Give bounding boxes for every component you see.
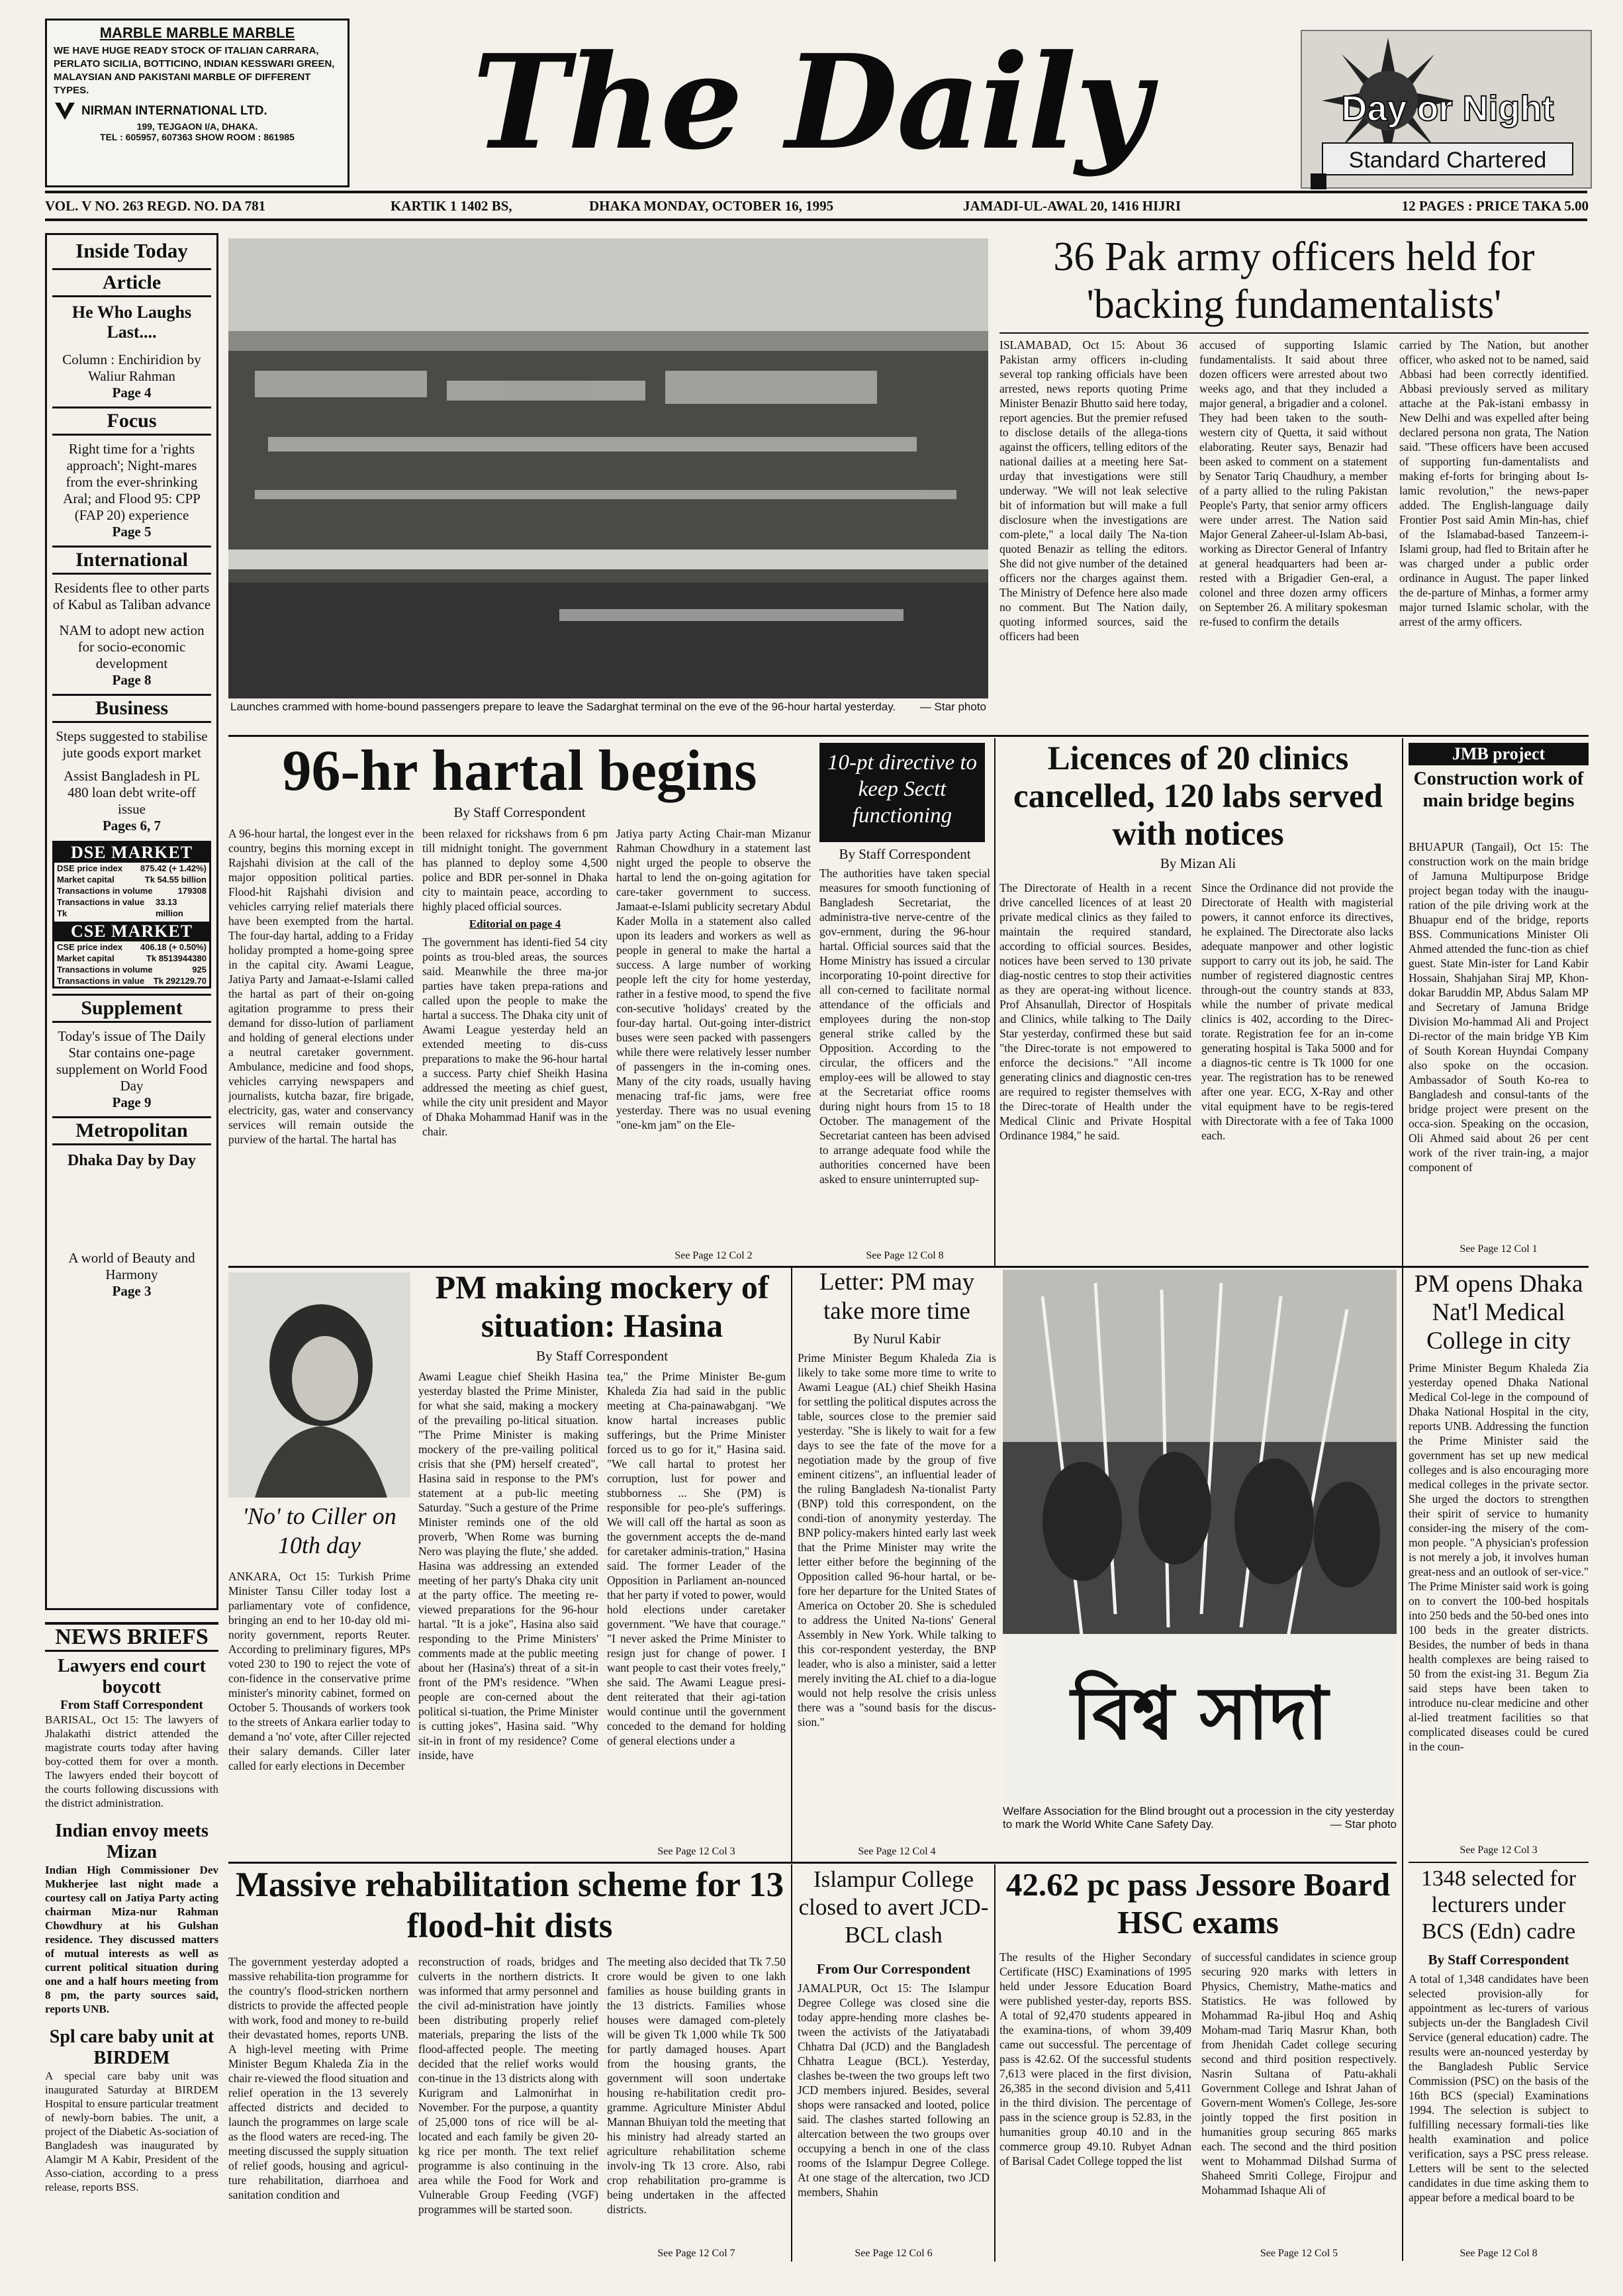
cse-row: CSE price index 406.18 (+ 0.50%) [57, 942, 207, 952]
white-cane-caption [1003, 1805, 1397, 1859]
licences-byline: By Mizan Ali [1160, 855, 1236, 871]
bcs-headline: 1348 selected for lecturers under BCS (Edn) cadre [1420, 1866, 1577, 1944]
standard-chartered-text: Standard Chartered [1322, 142, 1573, 175]
directive-kicker: 10-pt directive to keep Sectt functioning [827, 751, 978, 828]
sadarghat-launch-photo [228, 238, 988, 698]
letter-see-page: See Page 12 Col 4 [858, 1846, 936, 1857]
day-or-night-text: Day or Night [1341, 89, 1554, 128]
dse-row: Market capital Tk 54.55 billion [57, 875, 207, 885]
dse-row: Transactions in volume 179308 [57, 886, 207, 896]
rehab-headline: Massive rehabilitation scheme for 13 flood-hit dists [235, 1866, 784, 1945]
day-or-night-ad [1301, 30, 1592, 189]
international-page: Page 8 [112, 672, 152, 688]
editorial-reference: Editorial on page 4 [469, 918, 561, 930]
dateline-volume: VOL. V NO. 263 REGD. NO. DA 781 [45, 198, 266, 214]
directive-byline: By Staff Correspondent [839, 846, 971, 862]
news-briefs-heading: NEWS BRIEFS [45, 1622, 218, 1652]
marble-ad-company: NIRMAN INTERNATIONAL LTD. [81, 104, 267, 118]
hartal-col-1: A 96-hour hartal, the longest ever in the country, begins this morning except in Rajshahi division at the call of the major opposition political parties. Flood-hit Rajshahi division and vehicles carrying relief materials there have been exempted from the hartal. The four-day hartal, adding to a Friday holiday prompted a home-going spree in the capital city. Awami League, Jatiya Party and Jamaat-e-Islami called the hartal as part of their on-going agitation programme to press their demand for disso-lution of parliament and holding of general elections under a neutral caretaker government. Ambulance, medicine and food shops, vehicles carrying newspapers and journalists, kutcha bazar, fire brigade, electricity, gas, water and conservancy services will remain outside the purview of the hartal. The hartal has [228, 827, 414, 1146]
islampur-headline: Islampur College closed to avert JCD-BCL clash [798, 1866, 989, 1948]
hasina-see-page: See Page 12 Col 3 [657, 1846, 735, 1857]
ciller-text: ANKARA, Oct 15: Turkish Prime Minister Tansu Ciller today lost a parliamentary vote of confidence, bringing an end to her 10-day old mi-nority government, reports Reuter. According to preliminary figures, MPs voted 230 to 190 to reject the vote of con-fidence in the conservative prime minister's minority cabinet, formed on October 5. Thousands of workers took to the streets of Ankara earlier today to demand a 'no' vote, after Ciller rejected their salary demands. Ciller later called for early elections in December [228, 1570, 410, 1772]
cse-market-heading: CSE MARKET [54, 922, 209, 941]
jmb-kicker: JMB project [1409, 743, 1589, 765]
brief-title: Indian envoy meets Mizan [55, 1821, 209, 1862]
jessore-see-page: See Page 12 Col 5 [1260, 2248, 1338, 2259]
jessore-col-2: of successful candidates in science group securing 920 marks with letters in Physics, Chemistry, Mathe-matics and Statistics. He was followed by Mohammad Ra-jibul Hoq and Ashiq Moham-mad Tariq Masrur Khan, both from Jhenidah Cadet college securing second and third position respectively. Nasrin Sultana of Patu-akhali Government College and Ishrat Jahan of Govern-ment Women's College, Jes-sore jointly topped the first position in humanities group securing 865 marks each. The second and the third position went to Mohammad Dilshad Surma of Shaheed Smriti College, Firojpur and Mohammad Ishaque Ali of [1201, 1950, 1397, 2197]
medical-college-see-page: See Page 12 Col 3 [1460, 1844, 1538, 1856]
cse-row: Market capital Tk 8513944380 [57, 953, 207, 963]
business-text-2: Assist Bangladesh in PL 480 loan debt write-off issue [64, 768, 200, 817]
letter-byline: By Nurul Kabir [853, 1331, 941, 1347]
marble-ad [45, 19, 349, 187]
rehab-see-page: See Page 12 Col 7 [657, 2248, 735, 2259]
dateline-date: DHAKA MONDAY, OCTOBER 16, 1995 [589, 198, 834, 214]
directive-kicker-box [819, 743, 985, 842]
rehab-col-3: The meeting also decided that Tk 7.50 crore would be given to one lakh families as house building grants in the 13 districts. Families whose houses were damaged com-pletely will be given Tk 1,000 while Tk 500 for partly damaged houses. Apart from the housing grants, the government will soon undertake housing re-habilitation credit pro-gramme. Agriculture Minister Abdul Mannan Bhuiyan told the meeting that his ministry had already started an agriculture rehabilitation scheme involv-ing Tk 13 crore. Also, rabi crop rehabilitation pro-gramme is being undertaken in the affected districts. [607, 1955, 786, 2216]
ad-corner-icon [1311, 173, 1326, 189]
hasina-byline: By Staff Correspondent [535, 1348, 669, 1364]
focus-text: Right time for a 'rights approach'; Night-mares from the ever-shrinking Aral; and Flood 95: CPP (FAP 20) experience [63, 441, 201, 523]
brief-title: Spl care baby unit at BIRDEM [49, 2027, 214, 2068]
marble-ad-phone: TEL : 605957, 607363 SHOW ROOM : 861985 [100, 132, 295, 142]
brief-title: Lawyers end court boycott [58, 1656, 206, 1698]
focus-page: Page 5 [112, 524, 152, 540]
brief-text: Indian High Commissioner Dev Mukherjee last night made a courtesy call on Jatiya Party acting chairman Miza-nur Rahman Chowdhury at his Gulshan residence. They discussed matters of mutual interests as well as current political situation during one and a half hours meeting from 8 pm, the party sources said, reports UNB. [45, 1864, 218, 2015]
hartal-see-page: See Page 12 Col 2 [674, 1250, 753, 1261]
section-focus: Focus [52, 407, 211, 436]
jmb-see-page: See Page 12 Col 1 [1460, 1243, 1538, 1255]
article-page: Page 4 [112, 385, 152, 401]
cse-row: Transactions in value Tk 292129.70 [57, 976, 207, 986]
jessore-headline: 42.62 pc pass Jessore Board HSC exams [1005, 1866, 1391, 1940]
top-photo-credit: — Star photo [919, 700, 986, 713]
islampur-text: JAMALPUR, Oct 15: The Islampur Degree College was closed sine die today appre-hending more clashes be-tween the activists of the Jatiyatabadi Chhatra Dal (JCD) and the Bangladesh Chhatra League (BCL). Yesterday, clashes be-tween the two groups left two JCD members injured. Besides, several shops were ransacked and looted, police said. The clashes started following an altercation between the two groups over occupying a bench in one of the class rooms of the Islampur Degree College. At one stage of the altercation, two JCD members, Shahin [798, 1982, 990, 2199]
hasina-headline: PM making mockery of situation: Hasina [435, 1268, 769, 1344]
hartal-col-2b: The government has identi-fied 54 city points as trou-bled areas, the sources said. Meanwhile the three ma-jor parties have taken prepa-rations and called upon the people to make the hartal a success. The Dhaka city unit of Awami League yesterday held an extended meeting to dis-cuss preparations to make the 96-hour hartal a success. Party chief Sheikh Hasina addressed the meeting as chief guest, while the city unit president and Mayor of Dhaka Mohammad Hanif was in the chair. [422, 935, 608, 1138]
section-metropolitan: Metropolitan [52, 1116, 211, 1145]
nirman-logo-icon [54, 101, 76, 121]
section-business: Business [52, 694, 211, 723]
bcs-see-page: See Page 12 Col 8 [1460, 2248, 1538, 2259]
metropolitan-page: Page 3 [112, 1283, 152, 1299]
licences-col-1: The Directorate of Health in a recent drive cancelled licences of at least 20 private medical clinics as they failed to maintain the required standard, according to official sources. Besides, notices have been served to 130 private diag-nostic centres to stop their activities as they are operat-ing without licence. Prof Ahsanullah, Director of Hospitals and Clinics, while talking to The Daily Star yesterday, confirmed these but said "the Direc-torate is not empowered to enforce the decisions." "All income generating clinics and diagnostic cen-tres are required to register themselves with the Direc-torate of Health under the Medical Clinic and Private Hospital Ordinance 1984," he said. [999, 881, 1191, 1142]
rehab-col-2: reconstruction of roads, bridges and culverts in the northern districts. It was informed that army personnel and the civil ad-ministration have jointly been distributing properly relief materials, preparing the lists of the flood-affected people. The meeting decided that the relief works would con-tinue in the 13 districts along with Kurigram and Lalmonirhat in November. For the purpose, a quantity of 25,000 tons of rice will be al-located and each family be given 20-kg rice per month. The text relief programme is also continuing in the area while the Food for Work and Vulnerable Group Feeding (VGF) programmes will be started soon. [418, 1955, 598, 2216]
pak-col-1: ISLAMABAD, Oct 15: About 36 Pakistan army officers in-cluding several top ranking officials have been arrested, news reports quoting Prime Minister Benazir Bhutto said here today, report agencies. But the premier refused to disclose details of the allega-tions against the officers, telling editors of the national dailies at a meeting here Sat-urday that investigations were still underway. "We will not leak selective bit of information but will make a full disclosure when the investigations are com-plete," a local daily The Na-tion quoted Benazir as telling the editors. She did not give number of the detained officers nor the charges against them. The Ministry of Defence here also made no comment. But The Nation daily, quoting informed sources, said the officers had been [999, 338, 1187, 643]
article-text: Column : Enchiridion by Waliur Rahman [62, 352, 201, 384]
licences-headline: Licences of 20 clinics cancelled, 120 labs served with notices [1013, 740, 1383, 853]
section-supplement: Supplement [52, 994, 211, 1023]
white-cane-procession-photo [1003, 1270, 1397, 1803]
dse-market-heading: DSE MARKET [54, 843, 209, 863]
brief-text: A special care baby unit was inaugurated Saturday at BIRDEM Hospital to ensure particular treatment of newly-born babies. The unit, a project of the Diabetic As-sociation of Bangladesh was inaugurated by Alamgir M A Kabir, President of the Asso-ciation, according to a press release, reports BSS. [45, 2070, 218, 2193]
international-text-1: Residents flee to other parts of Kabul as Taliban advance [52, 580, 211, 612]
hartal-col-2a: been relaxed for rickshaws from 6 pm till midnight tonight. The government has planned to deploy some 4,500 police and BDR per-sonnel in Dhaka city to maintain peace, according to highly placed official sources. [422, 827, 608, 913]
islampur-see-page: See Page 12 Col 6 [855, 2248, 933, 2259]
business-page: Pages 6, 7 [102, 818, 162, 834]
metropolitan-text: A world of Beauty and Harmony [68, 1250, 195, 1282]
hasina-col-1: Awami League chief Sheikh Hasina yesterday blasted the Prime Minister, for what she said, making a mockery of the prevailing po-litical situation. "The Prime Minister is making mockery of the pre-vailing political crisis that she (PM) herself created", Hasina said in response to the PM's statement at a pub-lic meeting Saturday. "Such a gesture of the Prime Minister reminds one of the old proverb, 'When Rome was burning Nero was playing the flute,' she added. Hasina was addressing an extended meeting of her party's Dhaka city unit at the party office. The meeting re-viewed preparations for the 96-hour hartal. "It is a joke", Hasina also said responding to the Prime Ministers' comments made at the public meeting about her (Hasina's) threat of a sit-in front of the PM's residence. "When people are con-cerned about the political si-tuation, the Prime Minister is cutting jokes", Hasina said. "Why sit-in in front of my residence? Come inside, have [418, 1370, 598, 1762]
rehab-col-1: The government yesterday adopted a massive rehabilita-tion programme for the country's flood-stricken northern districts to provide the affected people with work, food and money to re-build their devastated homes, reports UNB. A high-level meeting with Prime Minister Begum Khaleda Zia in the chair re-viewed the flood situation and relief operation in the 13 severely affected districts and decided to launch the programmes on large scale as the flood waters are reced-ing. The meeting discussed the supply situation of relief goods, housing and agricul-ture rehabilitation, diarrhoea and sanitation condition and [228, 1955, 408, 2201]
hartal-byline: By Staff Correspondent [453, 804, 586, 820]
jmb-headline: Construction work of main bridge begins [1413, 769, 1584, 811]
marble-ad-address: 199, TEJGAON I/A, DHAKA. [136, 121, 258, 132]
bcs-text: A total of 1,348 candidates have been selected provision-ally for appointment as lec-turers of various subjects un-der the Bangladesh Civil Service (general education) cadre. The results were an-nounced yesterday by the Bangladesh Public Service Commission (PSC) on the basis of the 16th BCS (special) Examinations 1994. The selection is subject to fulfilling necessary formali-ties like health examination and police verification, says a PSC press release. Letters will be sent to the selected candidates in due time asking them to appear before a medical board to be [1409, 1972, 1589, 2204]
licences-col-2: Since the Ordinance did not provide the Directorate of Health with magisterial powers, it cannot enforce its directives, he explained. The Directorate also lacks adequate manpower and other logistic support to carry out its job, he said. The number of registered diagnostic centres through-out the country stands at 833, while the number of private medical clinics is 402, according to the Direc-torate. Registration fee for an in-come generating hospital is Taka 5000 and for a diagnos-tic centre is Tk 1000 for one year. The registration has to be renewed after one year. ECG, X-Ray and other vital equipment have to be regis-tered with Directorate with a fee of Taka 1000 each. [1201, 881, 1393, 1142]
ciller-kicker: 'No' to Ciller on 10th day [242, 1503, 396, 1558]
business-text-1: Steps suggested to stabilise jute goods export market [56, 728, 208, 761]
inside-today-sidebar [45, 233, 218, 1610]
dateline-price: 12 PAGES : PRICE TAKA 5.00 [1401, 198, 1589, 214]
metropolitan-title: Dhaka Day by Day [67, 1152, 197, 1169]
jessore-col-1: The results of the Higher Secondary Certificate (HSC) Examinations of 1995 held under Jessore Education Board were published yester-day, reports BSS. A total of 92,470 students appeared in the examina-tions, of whom 39,409 came out successful. The percentage of pass is 42.62. Of the successful students 7,613 were placed in the first division, 26,385 in the second division and 5,411 in the third division. The percentage of pass in the science group is 52.83, in the humanities group 40.10 and in the commerce group 49.10. Rubyet Adnan of Barisal Cadet College topped the list [999, 1950, 1191, 2168]
supplement-text: Today's issue of The Daily Star contains one-page supplement on World Food Day [56, 1028, 208, 1094]
white-cane-credit: — Star photo [1330, 1818, 1397, 1831]
hartal-col-2 [422, 826, 608, 1263]
letter-headline: Letter: PM may take more time [819, 1268, 975, 1325]
white-cane-caption-text: Welfare Association for the Blind brought out a procession in the city yesterday to mark the World White Cane Safety Day. [1003, 1805, 1395, 1831]
white-cane-banner: বিশ্ব সাদা [1071, 1671, 1328, 1756]
dse-row: Transactions in value Tk 33.13 million [57, 897, 183, 918]
tansu-ciller-photo [228, 1272, 410, 1498]
hartal-col-3: Jatiya party Acting Chair-man Mizanur Rahman Chowdhury in a statement last night urged the people to observe the hartal to lend the on-going agitation for care-taker government to success. Jamaat-e-Islami publicity secretary Abdul Kader Molla in a statement also called upon its leaders and workers as well as people in general to make the hartal a success. A large number of working people left the city for home yesterday, rather in a festive mood, to spend the five con-secutive 'holidays' created by the four-day hartal. Out-going inter-district buses were seen packed with passengers while there were relatively lesser number of passengers in the in-coming ones. Many of the city roads, usually having menacing traf-fic jams, were free yesterday. There was no usual evening "one-km jam" on the Ele- [616, 827, 811, 1131]
pak-col-2: accused of supporting Islamic fundamentalists. It said about three dozen officers were arrested about two weeks ago, and that they included a major general, a brigadier and a colonel. They had been taken to the south-western city of Quetta, it said without elaborating. Reuter says, Benazir had been asked to comment on a statement by Senator Tariq Chaudhury, a member of a party allied to the ruling Pakistan People's Party, that senior army officers were under arrest. The Nation said Major General Zaheer-ul-Islam Ab-basi, working as Director General of Infantry at general headquarters had been ar-rested with a Brigadier Gen-eral, a colonel and three dozen army officers on September 26. A military spokesman re-fused to confirm the details [1199, 338, 1387, 628]
inside-today-heading: Inside Today [75, 239, 188, 262]
medical-college-headline: PM opens Dhaka Nat'l Medical College in city [1414, 1270, 1583, 1355]
jmb-text: BHUAPUR (Tangail), Oct 15: The construction work on the main bridge of Jamuna Multipurpose Bridge project began today with the inaugu-ration of the pile driving work at the Bhuapur end of the bridge, reports BSS. Communications Minister Oli Ahmed attended the func-tion as chief guest. State Min-ister for Land Kabir Hossain, Shahjahan Siraj MP, Khon-dokar Baruddin MP, Abdus Salam MP and Secretary of Jamuna Bridge Division Mo-hammad Ali and Project Di-rector of the main bridge YB Kim of South Korean Huyndai Company also spoke on the occasion. Ambassador of South Ko-rea to Bangladesh and consul-tants of the bridge project were present on the occa-sion. Speaking on the occasion, Oli Ahmed said about 26 per cent work of the river train-ing, a major component of [1409, 840, 1589, 1174]
brief-byline: From Staff Correspondent [60, 1698, 203, 1712]
hasina-col-2: tea," the Prime Minister Be-gum Khaleda Zia had said in the public meeting at Cha-painawabganj. "We know hartal increases public sufferings, but the Prime Minister forced us to go for it," Hasina said. "We call hartal to protest her corruption, lust for power and stubborness ... She (PM) is responsible for peo-ple's sufferings. We will call off the hartal as soon as the government accepts the de-mand for caretaker adminis-tration," Hasina said. The former Leader of the Opposition in Parliament an-nounced that her party if voted to power, would hold elections under caretaker government. "We have that courage." "I never asked the Prime Minister to resign just for change of power. I want people to cast their votes freely," she said. The Awami League presi-dent reiterated that their agi-tation would continue until the government conceded to the demand for holding of general elections under a [607, 1370, 786, 1747]
dateline-bangla-date: KARTIK 1 1402 BS, [391, 198, 512, 214]
islampur-byline: From Our Correspondent [816, 1961, 971, 1977]
cse-row: Transactions in volume 925 [57, 965, 207, 975]
top-photo-caption-text: Launches crammed with home-bound passengers prepare to leave the Sadarghat terminal on the eve of the 96-hour hartal yesterday. [230, 700, 896, 713]
section-article: Article [52, 268, 211, 297]
marble-ad-heading: MARBLE MARBLE MARBLE [99, 24, 295, 41]
pak-col-3: carried by The Nation, but another officer, who asked not to be named, said Abbasi had been correctly identified. Abbasi previously served as military attache at the Pak-istani embassy in New Delhi and was expelled after being declared persona non grata, The Nation said. "These officers have been accused of supporting fun-damentalists and making ef-forts for bringing about Is-lamic revolution," the news-paper added. The English-language daily Frontier Post said Amin Min-has, chief of the Islamabad-based Tanzeem-i-Islami group, had fled to Britain after he was charged under a public order ordinance in August. The paper linked the de-parture of Minhas, a former army major turned Islamic scholar, with the arrest of the army officers. [1399, 338, 1589, 628]
newspaper-title: The Daily [472, 26, 1150, 179]
directive-see-page: See Page 12 Col 8 [866, 1250, 944, 1261]
dse-row: DSE price index 875.42 (+ 1.42%) [57, 863, 207, 873]
letter-text: Prime Minister Begum Khaleda Zia is likely to take some more time to write to Awami League (AL) chief Sheikh Hasina for settling the political disputes across the table, sources close to the premier said yesterday. "She is likely to wait for a few days to see the fate of the move for a negotiation made by the group of five eminent citizens", an influential leader of the ruling Bangladesh Na-tionalist Party (BNP) told this correspondent, on the condi-tion of anonymity yesterday. The BNP policy-makers hinted early last week that the Prime Minister may write the letter either before the beginning of the Opposition called 96-hour hartal, or be-fore her departure for the United States of America on October 20. She is scheduled to address the United Na-tions' General Assembly in New York. While talking to this cor-respondent yesterday, the BNP leader, who is also a minister, said a letter merely inviting the AL chief to a dia-logue would not help resolve the crisis unless there was a "sound basis for the discus-sion." [798, 1351, 996, 1729]
supplement-page: Page 9 [112, 1094, 152, 1110]
top-photo-caption [230, 700, 986, 730]
international-text-2: NAM to adopt new action for socio-economic development [59, 622, 205, 671]
medical-college-text: Prime Minister Begum Khaleda Zia yesterday opened Dhaka National Medical Col-lege in the compound of Dhaka National Hospital in the city, reports UNB. Addressing the function the Prime Minister said the government has set up new medical colleges and is also encouraging more medical colleges in the private sector. She urged the doctors to strengthen their spirit of service to humanity consider-ing the misery of the com-mon people. "A physician's profession is not merely a job, it involves human great-ness and an outlook of ser-vice." The Prime Minister said work is going on to convert the 100-bed hospitals into 250 beds and the 50-bed ones into 100 beds in the greater districts. Besides, the number of beds in thana health complexes are being raised to 50 from the exist-ing 31. Begum Zia said steps have been taken to introduce nu-clear medicine and other al-lied treatment facilities so that complicated diseases could be cured in the coun- [1409, 1361, 1589, 1753]
bcs-byline: By Staff Correspondent [1428, 1952, 1569, 1968]
hartal-headline: 96-hr hartal begins [282, 739, 757, 803]
pak-officers-headline: 36 Pak army officers held for 'backing fundamentalists' [1053, 234, 1535, 327]
section-international: International [52, 546, 211, 575]
news-briefs [45, 1622, 218, 2258]
article-title: He Who Laughs Last.... [71, 303, 192, 342]
dse-market-box [52, 841, 211, 988]
directive-text: The authorities have taken special measures for smooth functioning of Bangladesh Secretariat, the administra-tive nerve-centre of the gov-ernment, during the 96-hour hartal. Official sources said that the Home Ministry has issued a circular incorporating 10-point directive for all con-cerned to facilitate normal attendance of the officials and employees during the non-stop general strike called by the Opposition. According to the circular, the officers and the employ-ees will be allowed to stay at the Secretariat office rooms during night hours from 15 to 18 October. The management of the Secretariat canteen has been advised to arrange adequate food while the authorities concerned have been asked to ensure uninterrupted sup- [819, 867, 990, 1186]
brief-text: BARISAL, Oct 15: The lawyers of Jhalakathi district attended the magistrate courts today after having boy-cotted them for over a month. The lawyers ended their boycott of the courts following discussions with the district administration. [45, 1713, 218, 1809]
marble-ad-body: WE HAVE HUGE READY STOCK OF ITALIAN CARRARA, PERLATO SICILIA, BOTTICINO, INDIAN KESSWARI GREEN, MALAYSIAN AND PAKISTANI MARBLE OF DIFFERENT TYPES. [54, 45, 335, 96]
dateline-hijri: JAMADI-UL-AWAL 20, 1416 HIJRI [963, 198, 1182, 214]
